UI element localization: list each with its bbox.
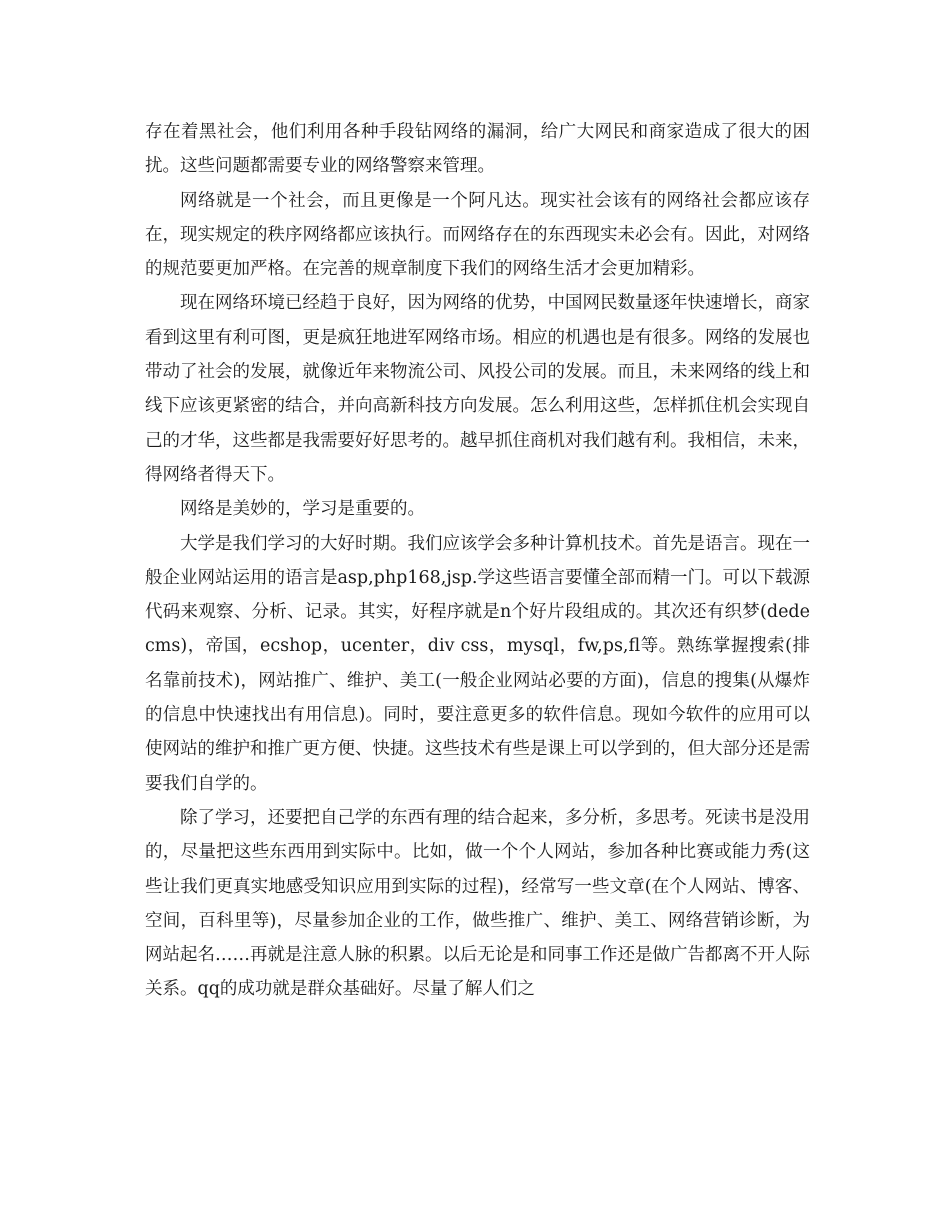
paragraph-6: 除了学习，还要把自己学的东西有理的结合起来，多分析，多思考。死读书是没用的，尽量把这些东西用到实际中。比如，做一个个人网站，参加各种比赛或能力秀(这些让我们更真实地感受知识应用到实际的过程)，经常写一些文章(在个人网站、博客、空间，百科里等)，尽量参加企业的工作，做些推广、维护、美工、网络营销诊断，为网站起名……再就是注意人脉的积累。以后无论是和同事工作还是做广告都离不开人际关系。qq的成功就是群众基础好。尽量了解人们之	[145, 807, 810, 1000]
paragraph-4: 网络是美妙的，学习是重要的。	[180, 499, 425, 520]
paragraph-2: 网络就是一个社会，而且更像是一个阿凡达。现实社会该有的网络社会都应该存在，现实规定的秩序网络都应该执行。而网络存在的东西现实未必会有。因此，对网络的规范要更加严格。在完善的规章制度下我们的网络生活才会更加精彩。	[145, 190, 810, 280]
paragraph-5: 大学是我们学习的大好时期。我们应该学会多种计算机技术。首先是语言。现在一般企业网站运用的语言是asp,php168,jsp.学这些语言要懂全部而精一门。可以下载源代码来观察、分析、记录。其实，好程序就是n个好片段组成的。其次还有织梦(dedecms)，帝国，ecshop，ucenter，div css，mysql，fw,ps,fl等。熟练掌握搜索(排名靠前技术)，网站推广、维护、美工(一般企业网站必要的方面)，信息的搜集(从爆炸的信息中快速找出有用信息)。同时，要注意更多的软件信息。现如今软件的应用可以使网站的维护和推广更方便、快捷。这些技术有些是课上可以学到的，但大部分还是需要我们自学的。	[145, 533, 810, 794]
paragraph-3: 现在网络环境已经趋于良好，因为网络的优势，中国网民数量逐年快速增长，商家看到这里有利可图，更是疯狂地进军网络市场。相应的机遇也是有很多。网络的发展也带动了社会的发展，就像近年来物流公司、风投公司的发展。而且，未来网络的线上和线下应该更紧密的结合，并向高新科技方向发展。怎么利用这些，怎样抓住机会实现自己的才华，这些都是我需要好好思考的。越早抓住商机对我们越有利。我相信，未来，得网络者得天下。	[145, 293, 810, 485]
document-body	[145, 115, 810, 1007]
paragraph-1: 存在着黑社会，他们利用各种手段钻网络的漏洞，给广大网民和商家造成了很大的困扰。这些问题都需要专业的网络警察来管理。	[145, 122, 810, 177]
